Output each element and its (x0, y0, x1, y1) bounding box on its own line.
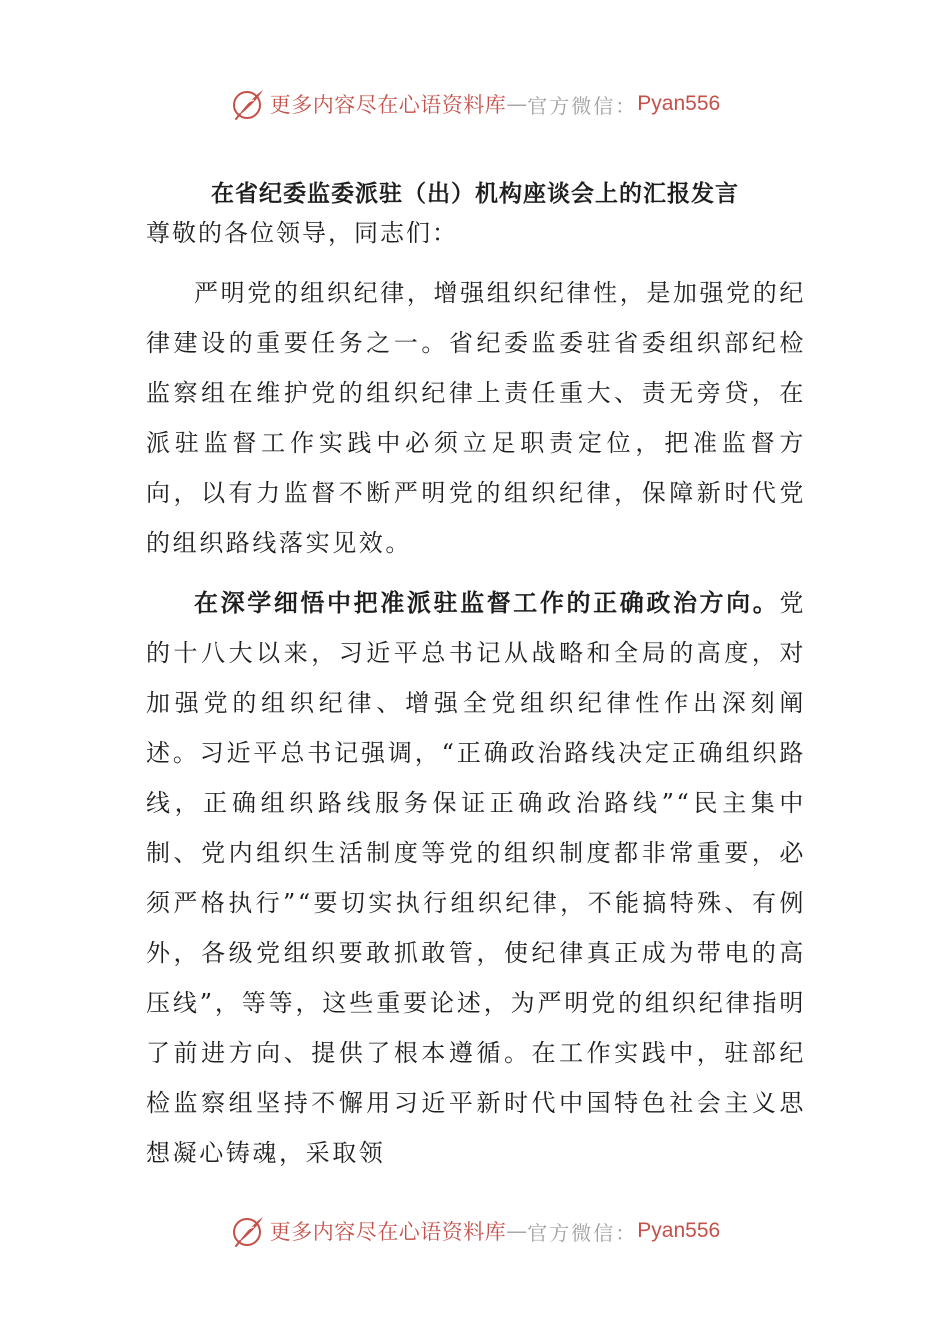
paragraph-text: 党的十八大以来，习近平总书记从战略和全局的高度，对加强党的组织纪律、增强全党组织纪律性作出深刻阐述。习近平总书记强调，“正确政治路线决定正确组织路线，正确组织路线服务保证正确政治路线”“民主集中制、党内组织生活制度等党的组织制度都非常重要，必须严格执行”“要切实执行组织纪律，不能搞特殊、有例外，各级党组织要敢抓敢管，使纪律真正成为带电的高压线”，等等，这些重要论述，为严明党的组织纪律指明了前进方向、提供了根本遵循。在工作实践中，驻部纪检监察组坚持不懈用习近平新时代中国特色社会主义思想凝心铸魂，采取领 (146, 589, 806, 1167)
quill-pen-logo-icon (230, 86, 266, 122)
watermark-wechat-id: Pyan556 (637, 1219, 721, 1242)
document-body (146, 208, 806, 1178)
watermark-separator: — (506, 92, 528, 116)
salutation: 尊敬的各位领导，同志们： (146, 219, 458, 247)
watermark-main-text: 更多内容尽在心语资料库 (269, 93, 507, 117)
quill-pen-logo-icon (230, 1213, 266, 1249)
watermark-separator: — (506, 1219, 528, 1243)
paragraph-intro (146, 268, 806, 568)
footer-watermark (0, 1211, 950, 1251)
watermark-main-text: 更多内容尽在心语资料库 (269, 1220, 507, 1244)
header-watermark (0, 84, 950, 124)
paragraph-lead-heading: 在深学细悟中把准派驻监督工作的正确政治方向。 (194, 589, 780, 617)
paragraph-text: 严明党的组织纪律，增强组织纪律性，是加强党的纪律建设的重要任务之一。省纪委监委驻省委组织部纪检监察组在维护党的组织纪律上责任重大、责无旁贷，在派驻监督工作实践中必须立足职责定位，把准监督方向，以有力监督不断严明党的组织纪律，保障新时代党的组织路线落实见效。 (146, 279, 806, 557)
document-title: 在省纪委监委派驻（出）机构座谈会上的汇报发言 (211, 181, 739, 207)
watermark-wechat-id: Pyan556 (637, 92, 721, 115)
watermark-label: 官方微信： (527, 1220, 638, 1245)
paragraph-direction (146, 578, 806, 1178)
watermark-label: 官方微信： (527, 93, 638, 118)
